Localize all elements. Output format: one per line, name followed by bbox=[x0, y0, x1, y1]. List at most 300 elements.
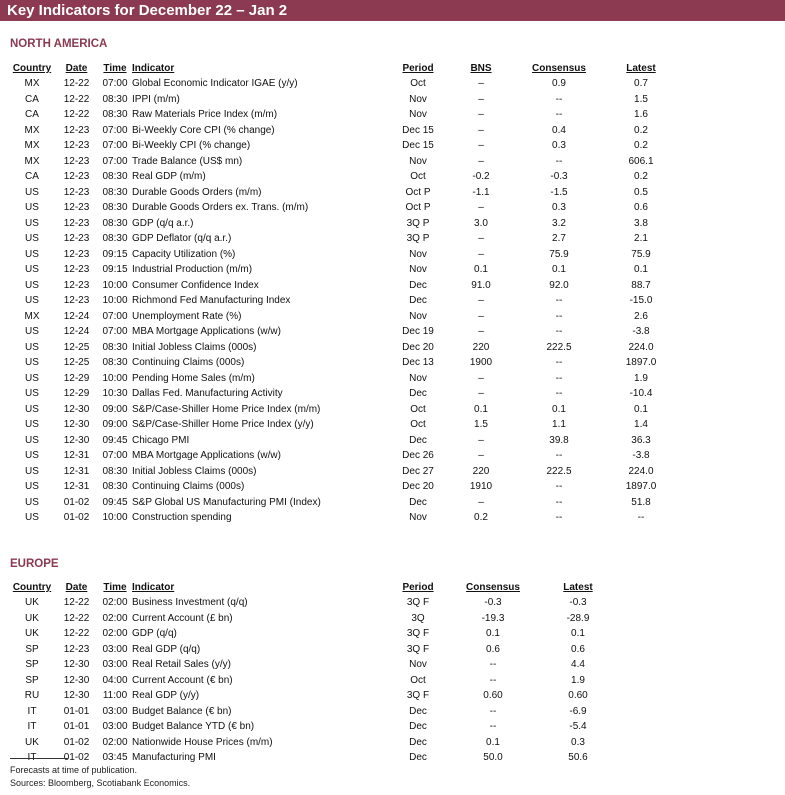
latest-cell: 0.1 bbox=[634, 403, 648, 415]
country-cell: CA bbox=[25, 109, 39, 120]
consensus-cell: 0.1 bbox=[552, 403, 566, 415]
indicator-cell: Budget Balance YTD (€ bn) bbox=[132, 721, 255, 732]
country-cell: US bbox=[25, 419, 39, 430]
time-cell: 02:00 bbox=[102, 736, 128, 748]
period-cell: Oct bbox=[410, 171, 426, 182]
latest-cell: -5.4 bbox=[569, 721, 587, 732]
date-cell: 12-23 bbox=[63, 217, 90, 229]
country-cell: MX bbox=[24, 155, 40, 167]
date-cell: 12-24 bbox=[63, 326, 90, 337]
period-cell: 3Q F bbox=[406, 628, 430, 639]
consensus-cell: -0.3 bbox=[484, 597, 502, 608]
date-cell: 12-22 bbox=[63, 109, 90, 120]
period-cell: Oct bbox=[410, 419, 426, 430]
section-title-north-america: NORTH AMERICA bbox=[10, 38, 108, 50]
table-row bbox=[9, 324, 677, 340]
indicator-cell: Continuing Claims (000s) bbox=[132, 481, 245, 492]
table-row bbox=[9, 417, 677, 433]
country-cell: MX bbox=[24, 124, 40, 136]
table-header-row bbox=[9, 580, 619, 595]
period-cell: 3Q bbox=[411, 612, 425, 624]
country-cell: US bbox=[25, 248, 39, 260]
bns-cell: – bbox=[478, 124, 484, 136]
indicator-cell: S&P/Case-Shiller Home Price Index (y/y) bbox=[132, 419, 314, 430]
bns-cell: – bbox=[478, 310, 484, 322]
country-cell: US bbox=[25, 481, 39, 492]
col-header-country: Country bbox=[12, 63, 52, 74]
period-cell: 3Q P bbox=[406, 233, 430, 244]
period-cell: Dec bbox=[409, 295, 427, 306]
table-row bbox=[9, 138, 677, 154]
indicator-cell: Consumer Confidence Index bbox=[132, 279, 259, 291]
country-cell: SP bbox=[25, 643, 39, 655]
table-row bbox=[9, 169, 677, 185]
indicator-cell: Industrial Production (m/m) bbox=[132, 264, 253, 275]
country-cell: US bbox=[25, 326, 39, 337]
indicator-cell: Unemployment Rate (%) bbox=[132, 310, 242, 322]
latest-cell: -3.8 bbox=[632, 450, 650, 461]
period-cell: Nov bbox=[409, 109, 427, 120]
period-cell: Oct bbox=[410, 78, 426, 89]
consensus-cell: 0.4 bbox=[552, 124, 566, 136]
time-cell: 07:00 bbox=[102, 155, 128, 167]
country-cell: US bbox=[25, 217, 39, 229]
country-cell: US bbox=[25, 357, 39, 368]
period-cell: Dec bbox=[409, 752, 427, 763]
date-cell: 12-22 bbox=[63, 628, 90, 639]
time-cell: 11:00 bbox=[102, 690, 128, 701]
period-cell: Dec 20 bbox=[402, 341, 434, 353]
col-header-period: Period bbox=[402, 582, 434, 593]
time-cell: 08:30 bbox=[102, 202, 128, 213]
col-header-date: Date bbox=[65, 63, 88, 74]
col-header-consensus: Consensus bbox=[532, 63, 586, 74]
time-cell: 03:00 bbox=[102, 659, 128, 670]
latest-cell: 0.1 bbox=[571, 628, 585, 639]
bns-cell: – bbox=[478, 233, 484, 244]
sources-note: Sources: Bloomberg, Scotiabank Economics. bbox=[10, 778, 191, 788]
bns-cell: 0.1 bbox=[474, 264, 488, 275]
period-cell: Dec bbox=[409, 434, 427, 446]
period-cell: Nov bbox=[409, 248, 427, 260]
time-cell: 09:15 bbox=[102, 264, 128, 275]
col-header-consensus: Consensus bbox=[466, 582, 520, 593]
latest-cell: 1.5 bbox=[634, 93, 648, 105]
country-cell: UK bbox=[25, 736, 39, 748]
table-row bbox=[9, 642, 619, 658]
country-cell: CA bbox=[25, 93, 39, 105]
latest-cell: -28.9 bbox=[566, 612, 590, 624]
latest-cell: 1.9 bbox=[634, 372, 648, 384]
date-cell: 12-24 bbox=[63, 310, 90, 322]
date-cell: 12-29 bbox=[63, 388, 90, 399]
table-row bbox=[9, 735, 619, 751]
latest-cell: 1.4 bbox=[634, 419, 648, 430]
time-cell: 07:00 bbox=[102, 78, 128, 89]
table-row bbox=[9, 185, 677, 201]
indicator-cell: Initial Jobless Claims (000s) bbox=[132, 465, 257, 477]
date-cell: 12-22 bbox=[63, 612, 90, 624]
consensus-cell: -- bbox=[555, 155, 563, 167]
latest-cell: 224.0 bbox=[628, 341, 654, 353]
table-row bbox=[9, 464, 677, 480]
latest-cell: 606.1 bbox=[628, 155, 654, 167]
bns-cell: – bbox=[478, 326, 484, 337]
time-cell: 07:00 bbox=[102, 450, 128, 461]
indicator-cell: Dallas Fed. Manufacturing Activity bbox=[132, 388, 283, 399]
indicator-cell: Pending Home Sales (m/m) bbox=[132, 372, 255, 384]
bns-cell: – bbox=[478, 372, 484, 384]
period-cell: Dec 19 bbox=[402, 326, 434, 337]
time-cell: 02:00 bbox=[102, 597, 128, 608]
table-row bbox=[9, 76, 677, 92]
time-cell: 02:00 bbox=[102, 612, 128, 624]
latest-cell: 0.2 bbox=[634, 171, 648, 182]
col-header-latest: Latest bbox=[626, 63, 656, 74]
country-cell: US bbox=[25, 341, 39, 353]
table-row bbox=[9, 340, 677, 356]
country-cell: US bbox=[25, 465, 39, 477]
indicator-cell: Bi-Weekly Core CPI (% change) bbox=[132, 124, 275, 136]
date-cell: 12-30 bbox=[63, 659, 90, 670]
indicator-cell: Durable Goods Orders (m/m) bbox=[132, 186, 262, 198]
table-row bbox=[9, 107, 677, 123]
date-cell: 12-23 bbox=[63, 186, 90, 198]
bns-cell: – bbox=[478, 140, 484, 151]
indicator-cell: Global Economic Indicator IGAE (y/y) bbox=[132, 78, 298, 89]
consensus-cell: -1.5 bbox=[550, 186, 568, 198]
table-row bbox=[9, 154, 677, 170]
date-cell: 12-22 bbox=[63, 78, 90, 89]
date-cell: 12-31 bbox=[63, 465, 90, 477]
consensus-cell: -- bbox=[555, 450, 563, 461]
date-cell: 12-23 bbox=[63, 233, 90, 244]
country-cell: US bbox=[25, 233, 39, 244]
table-row bbox=[9, 402, 677, 418]
section-title-europe: EUROPE bbox=[10, 558, 59, 570]
forecast-note: Forecasts at time of publication. bbox=[10, 765, 138, 775]
indicator-cell: Richmond Fed Manufacturing Index bbox=[132, 295, 291, 306]
date-cell: 12-22 bbox=[63, 93, 90, 105]
table-row bbox=[9, 355, 677, 371]
time-cell: 08:30 bbox=[102, 217, 128, 229]
consensus-cell: -- bbox=[555, 295, 563, 306]
bns-cell: 1.5 bbox=[474, 419, 488, 430]
consensus-cell: -- bbox=[555, 388, 563, 399]
time-cell: 03:00 bbox=[102, 721, 128, 732]
consensus-cell: -19.3 bbox=[481, 612, 505, 624]
period-cell: Dec bbox=[409, 736, 427, 748]
time-cell: 09:15 bbox=[102, 248, 128, 260]
bns-cell: – bbox=[478, 78, 484, 89]
indicator-cell: GDP (q/q) bbox=[132, 628, 177, 639]
consensus-cell: 3.2 bbox=[552, 217, 566, 229]
consensus-cell: -- bbox=[555, 310, 563, 322]
latest-cell: -- bbox=[637, 512, 645, 523]
table-row bbox=[9, 673, 619, 689]
indicator-cell: MBA Mortgage Applications (w/w) bbox=[132, 450, 281, 461]
time-cell: 03:45 bbox=[102, 752, 128, 763]
consensus-cell: 92.0 bbox=[549, 279, 569, 291]
indicator-cell: Initial Jobless Claims (000s) bbox=[132, 341, 257, 353]
date-cell: 12-22 bbox=[63, 597, 90, 608]
latest-cell: 1.6 bbox=[634, 109, 648, 120]
date-cell: 12-30 bbox=[63, 419, 90, 430]
consensus-cell: -- bbox=[555, 372, 563, 384]
consensus-cell: -- bbox=[555, 512, 563, 523]
latest-cell: 0.2 bbox=[634, 124, 648, 136]
period-cell: Dec bbox=[409, 705, 427, 717]
latest-cell: 3.8 bbox=[634, 217, 648, 229]
bns-cell: – bbox=[478, 202, 484, 213]
period-cell: Nov bbox=[409, 372, 427, 384]
consensus-cell: -- bbox=[555, 357, 563, 368]
bns-cell: 91.0 bbox=[471, 279, 491, 291]
date-cell: 12-30 bbox=[63, 690, 90, 701]
country-cell: UK bbox=[25, 612, 39, 624]
period-cell: 3Q F bbox=[406, 597, 430, 608]
latest-cell: 0.60 bbox=[568, 690, 588, 701]
latest-cell: -6.9 bbox=[569, 705, 587, 717]
bns-cell: 0.2 bbox=[474, 512, 488, 523]
time-cell: 09:45 bbox=[102, 434, 128, 446]
indicator-cell: MBA Mortgage Applications (w/w) bbox=[132, 326, 281, 337]
north-america-table bbox=[9, 61, 677, 526]
country-cell: US bbox=[25, 279, 39, 291]
country-cell: US bbox=[25, 372, 39, 384]
time-cell: 04:00 bbox=[102, 674, 128, 686]
table-row bbox=[9, 510, 677, 526]
indicator-cell: Business Investment (q/q) bbox=[132, 597, 248, 608]
period-cell: Dec bbox=[409, 279, 427, 291]
latest-cell: 50.6 bbox=[568, 752, 588, 763]
time-cell: 03:00 bbox=[102, 643, 128, 655]
date-cell: 12-23 bbox=[63, 295, 90, 306]
latest-cell: 1897.0 bbox=[625, 481, 657, 492]
consensus-cell: -- bbox=[489, 705, 497, 717]
consensus-cell: -- bbox=[555, 496, 563, 508]
date-cell: 12-29 bbox=[63, 372, 90, 384]
consensus-cell: -- bbox=[555, 93, 563, 105]
period-cell: Nov bbox=[409, 155, 427, 167]
indicator-cell: Raw Materials Price Index (m/m) bbox=[132, 109, 278, 120]
period-cell: Dec bbox=[409, 388, 427, 399]
table-row bbox=[9, 247, 677, 263]
table-row bbox=[9, 309, 677, 325]
country-cell: US bbox=[25, 202, 39, 213]
indicator-cell: Continuing Claims (000s) bbox=[132, 357, 245, 368]
time-cell: 09:00 bbox=[102, 419, 128, 430]
latest-cell: 0.3 bbox=[571, 736, 585, 748]
latest-cell: 88.7 bbox=[631, 279, 651, 291]
indicator-cell: GDP Deflator (q/q a.r.) bbox=[132, 233, 232, 244]
indicator-cell: Bi-Weekly CPI (% change) bbox=[132, 140, 251, 151]
title-banner bbox=[0, 0, 785, 21]
consensus-cell: -- bbox=[489, 674, 497, 686]
consensus-cell: 39.8 bbox=[549, 434, 569, 446]
date-cell: 12-23 bbox=[63, 140, 90, 151]
period-cell: 3Q F bbox=[406, 690, 430, 701]
col-header-date: Date bbox=[65, 582, 88, 593]
date-cell: 12-31 bbox=[63, 481, 90, 492]
time-cell: 09:00 bbox=[102, 403, 128, 415]
time-cell: 07:00 bbox=[102, 140, 128, 151]
country-cell: UK bbox=[25, 597, 39, 608]
table-row bbox=[9, 123, 677, 139]
table-row bbox=[9, 386, 677, 402]
consensus-cell: 1.1 bbox=[552, 419, 566, 430]
date-cell: 12-23 bbox=[63, 264, 90, 275]
bns-cell: 0.1 bbox=[474, 403, 488, 415]
indicator-cell: Manufacturing PMI bbox=[132, 752, 216, 763]
consensus-cell: 0.1 bbox=[486, 736, 500, 748]
indicator-cell: Chicago PMI bbox=[132, 434, 190, 446]
indicator-cell: Current Account (£ bn) bbox=[132, 612, 233, 624]
date-cell: 01-02 bbox=[63, 736, 90, 748]
table-row bbox=[9, 92, 677, 108]
table-header-row bbox=[9, 61, 677, 76]
latest-cell: 2.1 bbox=[634, 233, 648, 244]
time-cell: 08:30 bbox=[102, 481, 128, 492]
indicator-cell: Trade Balance (US$ mn) bbox=[132, 155, 243, 167]
date-cell: 12-30 bbox=[63, 434, 90, 446]
col-header-bns: BNS bbox=[470, 63, 492, 74]
indicator-cell: Capacity Utilization (%) bbox=[132, 248, 236, 260]
indicator-cell: S&P/Case-Shiller Home Price Index (m/m) bbox=[132, 403, 321, 415]
date-cell: 12-23 bbox=[63, 202, 90, 213]
latest-cell: 4.4 bbox=[571, 659, 585, 670]
period-cell: Oct P bbox=[405, 186, 431, 198]
date-cell: 12-30 bbox=[63, 403, 90, 415]
period-cell: Dec 20 bbox=[402, 481, 434, 492]
consensus-cell: -0.3 bbox=[550, 171, 568, 182]
time-cell: 08:30 bbox=[102, 171, 128, 182]
country-cell: US bbox=[25, 186, 39, 198]
consensus-cell: 0.1 bbox=[552, 264, 566, 275]
date-cell: 12-25 bbox=[63, 341, 90, 353]
table-row bbox=[9, 200, 677, 216]
time-cell: 08:30 bbox=[102, 233, 128, 244]
latest-cell: 0.2 bbox=[634, 140, 648, 151]
bns-cell: – bbox=[478, 450, 484, 461]
indicator-cell: Construction spending bbox=[132, 512, 232, 523]
col-header-time: Time bbox=[103, 582, 127, 593]
table-row bbox=[9, 231, 677, 247]
indicator-cell: Current Account (€ bn) bbox=[132, 674, 233, 686]
table-row bbox=[9, 626, 619, 642]
latest-cell: -10.4 bbox=[629, 388, 653, 399]
date-cell: 01-02 bbox=[63, 496, 90, 508]
col-header-time: Time bbox=[103, 63, 127, 74]
indicator-cell: Nationwide House Prices (m/m) bbox=[132, 736, 273, 748]
latest-cell: -0.3 bbox=[569, 597, 587, 608]
consensus-cell: 222.5 bbox=[546, 465, 572, 477]
bns-cell: – bbox=[478, 155, 484, 167]
country-cell: CA bbox=[25, 171, 39, 182]
latest-cell: 1897.0 bbox=[625, 357, 657, 368]
latest-cell: 0.7 bbox=[634, 78, 648, 89]
consensus-cell: 0.3 bbox=[552, 140, 566, 151]
table-row bbox=[9, 611, 619, 627]
period-cell: Dec 15 bbox=[402, 140, 434, 151]
latest-cell: 36.3 bbox=[631, 434, 651, 446]
date-cell: 12-23 bbox=[63, 279, 90, 291]
date-cell: 12-23 bbox=[63, 248, 90, 260]
date-cell: 12-31 bbox=[63, 450, 90, 461]
latest-cell: 2.6 bbox=[634, 310, 648, 322]
country-cell: US bbox=[25, 403, 39, 415]
consensus-cell: 0.9 bbox=[552, 78, 566, 89]
period-cell: Dec 15 bbox=[402, 124, 434, 136]
period-cell: Dec 26 bbox=[402, 450, 434, 461]
period-cell: Dec bbox=[409, 721, 427, 732]
table-row bbox=[9, 657, 619, 673]
col-header-indicator: Indicator bbox=[132, 63, 175, 74]
country-cell: US bbox=[25, 434, 39, 446]
bns-cell: 1900 bbox=[469, 357, 493, 368]
consensus-cell: 75.9 bbox=[549, 248, 569, 260]
time-cell: 10:00 bbox=[102, 512, 128, 523]
latest-cell: -15.0 bbox=[629, 295, 653, 306]
time-cell: 08:30 bbox=[102, 357, 128, 368]
country-cell: US bbox=[25, 264, 39, 275]
table-row bbox=[9, 293, 677, 309]
latest-cell: -3.8 bbox=[632, 326, 650, 337]
time-cell: 08:30 bbox=[102, 93, 128, 105]
consensus-cell: -- bbox=[489, 659, 497, 670]
country-cell: MX bbox=[24, 78, 40, 89]
bns-cell: 1910 bbox=[469, 481, 493, 492]
table-row bbox=[9, 750, 619, 766]
consensus-cell: -- bbox=[489, 721, 497, 732]
indicator-cell: Durable Goods Orders ex. Trans. (m/m) bbox=[132, 202, 309, 213]
period-cell: Dec 27 bbox=[402, 465, 434, 477]
indicator-cell: IPPI (m/m) bbox=[132, 93, 180, 105]
table-row bbox=[9, 262, 677, 278]
country-cell: SP bbox=[25, 659, 39, 670]
latest-cell: 224.0 bbox=[628, 465, 654, 477]
period-cell: 3Q P bbox=[406, 217, 430, 229]
period-cell: Dec bbox=[409, 496, 427, 508]
bns-cell: – bbox=[478, 496, 484, 508]
bns-cell: -0.2 bbox=[472, 171, 490, 182]
period-cell: 3Q F bbox=[406, 643, 430, 655]
table-row bbox=[9, 433, 677, 449]
date-cell: 12-30 bbox=[63, 674, 90, 686]
period-cell: Dec 13 bbox=[402, 357, 434, 368]
bns-cell: 220 bbox=[472, 341, 490, 353]
bns-cell: – bbox=[478, 434, 484, 446]
country-cell: UK bbox=[25, 628, 39, 639]
latest-cell: 0.6 bbox=[571, 643, 585, 655]
date-cell: 12-23 bbox=[63, 124, 90, 136]
table-row bbox=[9, 719, 619, 735]
indicator-cell: Real GDP (m/m) bbox=[132, 171, 206, 182]
bns-cell: – bbox=[478, 109, 484, 120]
indicator-cell: Real GDP (y/y) bbox=[132, 690, 200, 701]
bns-cell: – bbox=[478, 295, 484, 306]
footnote-divider bbox=[10, 758, 68, 759]
latest-cell: 0.6 bbox=[634, 202, 648, 213]
table-row bbox=[9, 278, 677, 294]
col-header-country: Country bbox=[12, 582, 52, 593]
country-cell: MX bbox=[24, 140, 40, 151]
date-cell: 12-23 bbox=[63, 171, 90, 182]
table-row bbox=[9, 595, 619, 611]
country-cell: IT bbox=[27, 705, 37, 717]
time-cell: 09:45 bbox=[102, 496, 128, 508]
country-cell: US bbox=[25, 388, 39, 399]
